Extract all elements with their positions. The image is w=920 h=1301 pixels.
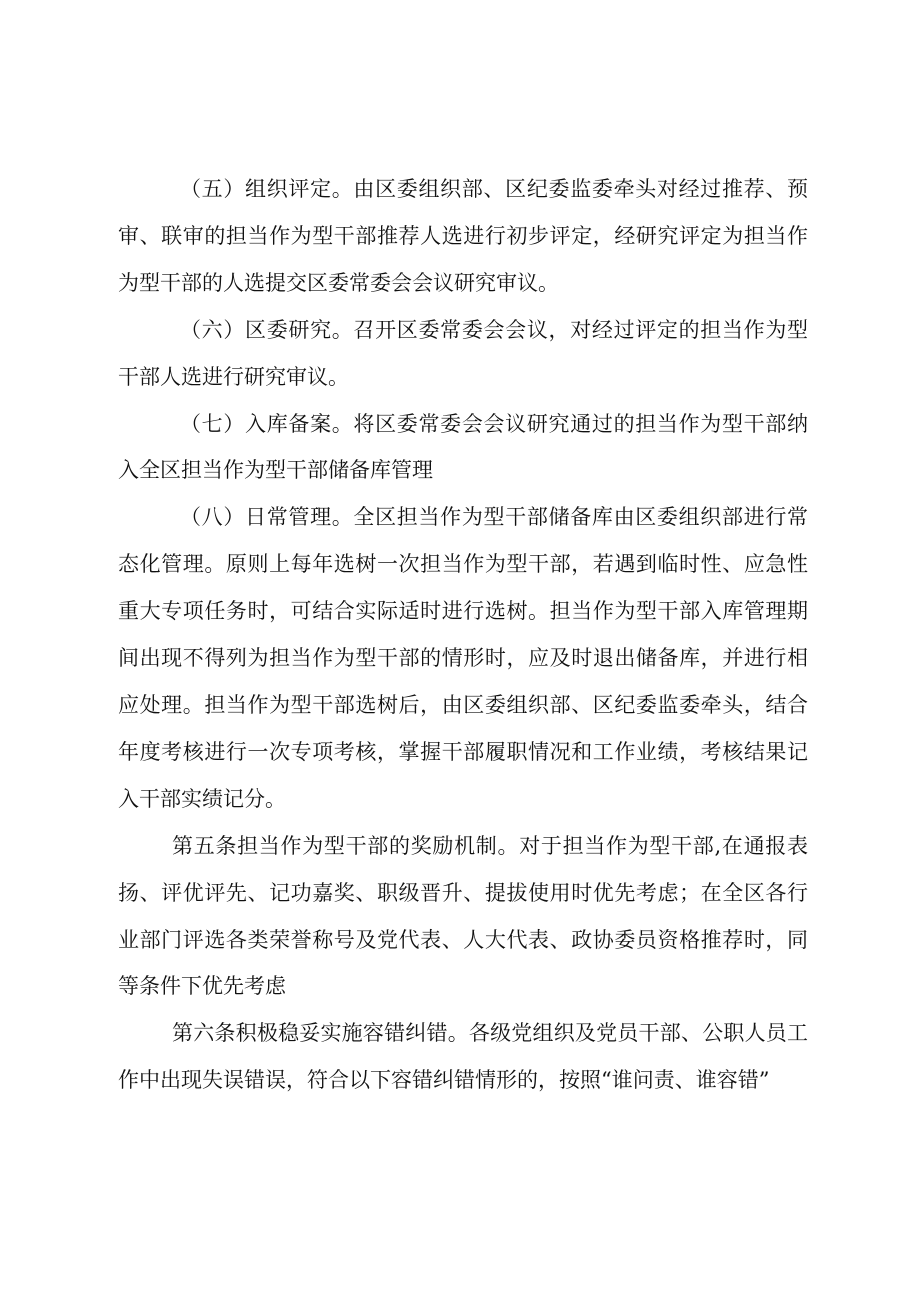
- paragraph-daily-management: （八）日常管理。全区担当作为型干部储备库由区委组织部进行常态化管理。原则上每年选树一次担当作为型干部，若遇到临时性、应急性重大专项任务时，可结合实际适时进行选树。担当作为型干部入库管理期间出现不得列为担当作为型干部的情形时，应及时退出储备库，并进行相应处理。担当作为型干部选树后，由区委组织部、区纪委监委牵头，结合年度考核进行一次专项考核，掌握干部履职情况和工作业绩，考核结果记入干部实绩记分。: [118, 505, 808, 811]
- paragraph-committee-research: （六）区委研究。召开区委常委会会议，对经过评定的担当作为型干部人选进行研究审议。: [118, 317, 808, 389]
- paragraph-organize-evaluation: （五）组织评定。由区委组织部、区纪委监委牵头对经过推荐、预审、联审的担当作为型干部推荐人选进行初步评定，经研究评定为担当作为型干部的人选提交区委常委会会议研究审议。: [118, 177, 808, 295]
- document-body: [118, 166, 808, 1104]
- paragraph-filing: （七）入库备案。将区委常委会会议研究通过的担当作为型干部纳入全区担当作为型干部储备库管理: [118, 411, 808, 483]
- paragraph-article-five: 第五条担当作为型干部的奖励机制。对于担当作为型干部,在通报表扬、评优评先、记功嘉奖、职级晋升、提拔使用时优先考虑；在全区各行业部门评选各类荣誉称号及党代表、人大代表、政协委员资格推荐时，同等条件下优先考虑: [118, 833, 808, 999]
- paragraph-article-six: 第六条积极稳妥实施容错纠错。各级党组织及党员干部、公职人员工作中出现失误错误，符合以下容错纠错情形的，按照“谁问责、谁容错”: [118, 1021, 808, 1093]
